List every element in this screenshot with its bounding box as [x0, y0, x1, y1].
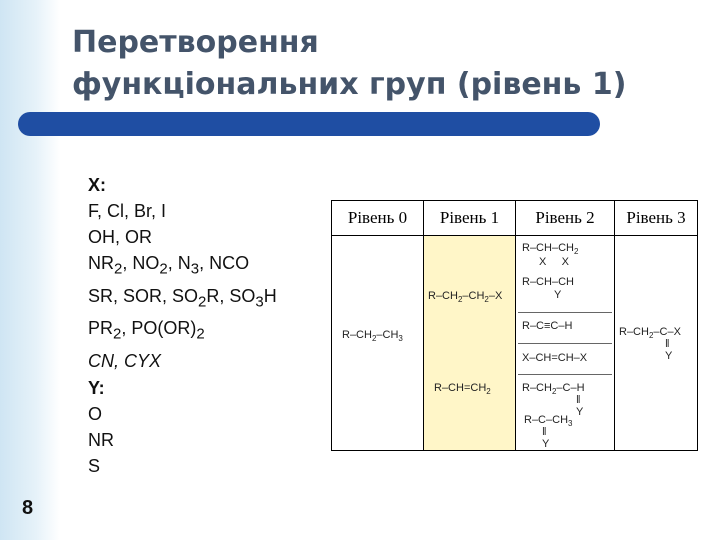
formula-aldehyde: $R-CH_2-C-H$	[522, 382, 585, 397]
formula-acyl-y: ‖ Y	[665, 338, 673, 362]
x-line-cyano: CN, CYX	[88, 350, 162, 371]
y-line-o: O	[88, 404, 103, 424]
formula-acyl: $R-CH_2-C-X$	[619, 326, 681, 341]
y-group-list	[88, 375, 114, 479]
x-heading: X:	[88, 175, 106, 195]
y-line-nr: NR	[88, 430, 114, 450]
x-group-list	[88, 172, 277, 374]
side-gradient-bar	[0, 0, 60, 540]
formula-alkyne: R–C≡C–H	[522, 320, 573, 332]
page-number: 8	[22, 497, 34, 519]
formula-ketone-y: ‖ Y	[542, 426, 550, 450]
y-heading: Y:	[88, 378, 105, 398]
formula-dihalide: $R-CH-CH_2$	[522, 242, 579, 257]
x-line-nitrogen: $NR_2$, $NO_2$, $N_3$, NCO	[88, 253, 250, 278]
level-3-cell	[615, 236, 698, 451]
formula-three-ring-y: Y	[554, 289, 562, 301]
divider-2c	[518, 374, 612, 375]
slide-title	[72, 22, 626, 106]
formula-three-ring: R–CH–CH	[522, 276, 574, 288]
formula-dihalide-x: X X	[539, 256, 569, 268]
x-line-halogens: F, Cl, Br, I	[88, 201, 167, 221]
level-0-cell	[332, 236, 424, 451]
divider-2b	[518, 343, 612, 344]
formula-ethyl: $R-CH_2-CH_3$	[342, 329, 403, 344]
header-level-1: Рівень 1	[424, 201, 516, 236]
header-level-3: Рівень 3	[615, 201, 698, 236]
header-level-2: Рівень 2	[516, 201, 615, 236]
x-line-sulfur: SR, SOR, $SO_2R$, $SO_3H$	[88, 285, 277, 311]
formula-aldehyde-y: ‖ Y	[576, 394, 584, 418]
formula-ketone: $R-C-CH_3$	[524, 414, 573, 429]
level-2-cell	[516, 236, 615, 451]
level-1-cell	[424, 236, 516, 451]
title-line-1: Перетворення	[72, 25, 319, 60]
formula-dihaloalkene: X–CH=CH–X	[522, 352, 588, 364]
title-line-2: функціональних груп (рівень 1)	[72, 67, 627, 102]
title-underline-bar	[18, 112, 600, 136]
formula-vinyl: $R-CH=CH_2$	[434, 382, 491, 397]
header-level-0: Рівень 0	[332, 201, 424, 236]
levels-table	[331, 200, 698, 451]
x-line-oxygen: OH, OR	[88, 227, 153, 247]
x-line-phosphorus: $PR_2$, $PO(OR)_2$	[88, 318, 205, 343]
y-line-s: S	[88, 456, 101, 476]
formula-haloethyl: $R-CH_2-CH_2-X$	[428, 290, 503, 305]
divider-2a	[518, 312, 612, 313]
